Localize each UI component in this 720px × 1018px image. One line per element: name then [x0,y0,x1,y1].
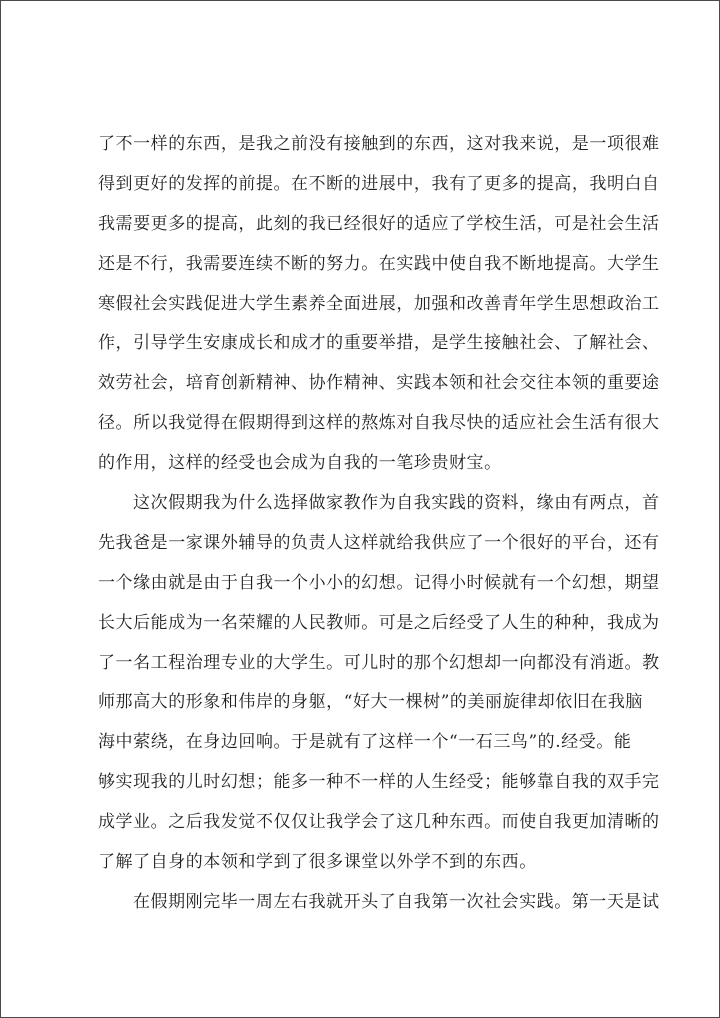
text-line: 寒假社会实践促进大学生素养全面进展，加强和改善青年学生思想政治工 [98,293,660,314]
text-line: 效劳社会，培育创新精神、协作精神、实践本领和社会交往本领的重要途 [98,373,660,394]
text-line: 了一名工程治理专业的大学生。可儿时的那个幻想却一向都没有消逝。教 [98,652,660,673]
text-line: 作，引导学生安康成长和成才的重要举措，是学生接触社会、了解社会、 [98,333,660,354]
text-line: 海中萦绕，在身边回响。于是就有了这样一个“一石三鸟”的.经受。能 [98,732,632,753]
text-line: 先我爸是一家课外辅导的负责人这样就给我供应了一个很好的平台，还有 [98,532,660,553]
text-line: 师那高大的形象和伟岸的身躯，“好大一棵树”的美丽旋律却依旧在我脑 [98,692,643,713]
text-line: 在假期刚完毕一周左右我就开头了自我第一次社会实践。第一天是试 [133,891,660,912]
text-line: 一个缘由就是由于自我一个小小的幻想。记得小时候就有一个幻想，期望 [98,572,660,593]
text-line: 成学业。之后我发觉不仅仅让我学会了这几种东西。而使自我更加清晰的 [98,812,660,833]
text-line: 还是不行，我需要连续不断的努力。在实践中使自我不断地提高。大学生 [98,253,660,274]
text-line: 了不一样的东西，是我之前没有接触到的东西，这对我来说，是一项很难 [98,134,660,154]
text-line: 够实现我的儿时幻想；能多一种不一样的人生经受；能够靠自我的双手完 [98,772,660,793]
text-line: 得到更好的发挥的前提。在不断的进展中，我有了更多的提高，我明白自 [98,173,660,194]
text-line: 了解了自身的本领和学到了很多课堂以外学不到的东西。 [98,852,537,873]
text-line: 的作用，这样的经受也会成为自我的一笔珍贵财宝。 [98,453,502,474]
document-body [98,125,660,923]
text-line: 我需要更多的提高，此刻的我已经很好的适应了学校生活，可是社会生活 [98,213,660,234]
text-line: 这次假期我为什么选择做家教作为自我实践的资料，缘由有两点，首 [133,493,660,514]
text-line: 径。所以我觉得在假期得到这样的熬炼对自我尽快的适应社会生活有很大 [98,413,660,434]
text-line: 长大后能成为一名荣耀的人民教师。可是之后经受了人生的种种，我成为 [98,612,660,633]
